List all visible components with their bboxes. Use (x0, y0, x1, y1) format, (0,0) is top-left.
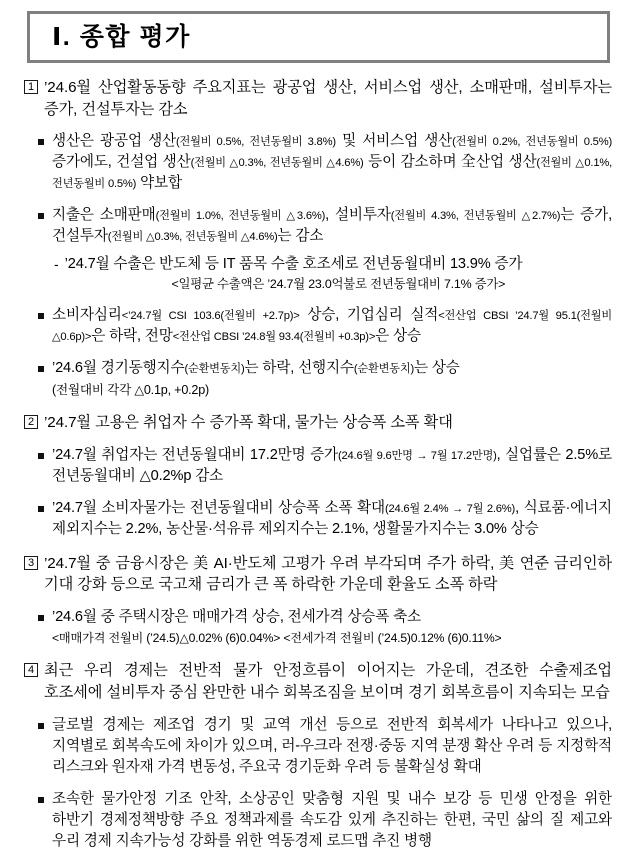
text-tail: 은 상승 (375, 328, 421, 345)
square-bullet-icon (38, 506, 44, 512)
text-mid-3: 등이 감소하며 全산업 생산 (363, 154, 537, 171)
angle-note-3: <전산업 CBSI ’24.8월 93.4(전월비 +0.3p)> (172, 331, 376, 344)
section-number-3: 3 (24, 556, 38, 570)
section-2 (24, 412, 612, 434)
paren-note-3: (전월비 △0.3%, 전년동월비 △4.6%) (107, 231, 278, 244)
page-title: Ⅰ. 종합 평가 (52, 22, 191, 51)
section-2-bullet-2-text (52, 498, 612, 540)
paren-note-1: (24.6월 2.4% → 7월 2.6%) (384, 502, 516, 515)
section-1-bullet-2 (24, 205, 612, 247)
document-page (0, 11, 632, 849)
text-lead: 지출은 소매판매 (52, 207, 156, 224)
section-1-bullet-4 (24, 358, 612, 399)
section-3-bullet-1 (24, 607, 612, 648)
text-lead: ’24.6월 경기동행지수 (52, 360, 185, 377)
section-3 (24, 553, 612, 596)
text-tail: 약보합 (136, 175, 182, 192)
paren-note-2: (전월비 4.3%, 전년동월비 △2.7%) (390, 210, 561, 223)
section-4-bullet-1 (24, 715, 612, 778)
text-tail: 는 감소 (277, 228, 324, 245)
paren-note-1: (전월비 0.5%, 전년동월비 3.8%) (176, 136, 336, 149)
text-mid-2: 증가에도, 건설업 생산 (52, 154, 191, 171)
section-4 (24, 660, 612, 703)
section-1-heading: ’24.6월 산업활동동향 주요지표는 광공업 생산, 서비스업 생산, 소매판매, 설비투자는 증가, 건설투자는 감소 (44, 79, 612, 118)
text-mid-1: , 설비투자 (325, 207, 391, 224)
section-1-bullet-1-text (52, 131, 612, 194)
subbullet-main: ’24.7월 수출은 반도체 등 IT 품목 수출 호조세로 전년동월대비 13.9% 증가 (64, 256, 523, 273)
subbullet-note: <일평균 수출액은 ’24.7월 23.0억불로 전년동월대비 7.1% 증가> (171, 277, 506, 292)
square-bullet-icon (38, 453, 44, 459)
section-1-subbullet-export (24, 254, 612, 294)
square-bullet-icon (38, 213, 44, 219)
section-4-bullet-2-text: 조속한 물가안정 기조 안착, 소상공인 맞춤형 지원 및 내수 보강 등 민생 안정을 위한 하반기 경제정책방향 주요 정책과제를 속도감 있게 추진하는 한편, 국민 삶의 질 제고와 우리 경제 지속가능성 강화를 위한 역동경제 로드맵 추진 병행 (52, 790, 612, 849)
text-mid-1: 는 하락, 선행지수 (244, 360, 354, 377)
paren-note-1: (24.6월 9.6만명 → 7월 17.2만명) (337, 449, 497, 462)
text-mid-2: 은 하락, 전망 (91, 328, 173, 345)
paren-note-2: (전월비 0.2%, 전년동월비 0.5%) (452, 136, 612, 149)
paren-note-4: (전월비 △0.1%, 전년동월비 0.5%) (52, 157, 612, 191)
angle-note-1: <’24.7월 CSI 103.6(전월비 +2.7p)> (121, 310, 300, 323)
section-2-bullet-1-text (52, 445, 612, 487)
square-bullet-icon (38, 313, 44, 319)
section-number-4: 4 (24, 663, 38, 677)
square-bullet-icon (38, 723, 44, 729)
section-4-heading: 최근 우리 경제는 전반적 물가 안정흐름이 이어지는 가운데, 견조한 수출제조업 호조세에 설비투자 중심 완만한 내수 회복조짐을 보이며 경기 회복흐름이 지속되는 모습 (44, 662, 612, 702)
section-number-2: 2 (24, 415, 38, 429)
section-1-bullet-2-text (52, 205, 612, 247)
section-1-bullet-4-subnote: (전월대비 각각 △0.1p, +0.2p) (52, 383, 210, 398)
document-body (0, 63, 632, 852)
text-mid-1: 상승, 기업심리 실적 (299, 307, 439, 324)
section-3-heading: ’24.7월 중 금융시장은 美 AI·반도체 고평가 우려 부각되며 주가 하락, 美 연준 금리인하 기대 강화 등으로 국고채 금리가 큰 폭 하락한 가운데 환율도 소폭 하락 (44, 554, 612, 594)
square-bullet-icon (38, 139, 44, 145)
paren-note-2: (순환변동치) (353, 363, 414, 376)
section-2-bullet-1 (24, 445, 612, 487)
section-3-bullet-1-note: <매매가격 전월비 (’24.5)△0.02% (6)0.04%> <전세가격 전월비 (’24.5)0.12% (6)0.11%> (52, 630, 502, 645)
text-mid-1: 및 서비스업 생산 (335, 133, 453, 150)
text-tail: , 실업률은 2.5%로 전년동월대비 △0.2%p 감소 (52, 446, 612, 484)
text-tail: , 식료품·에너지 제외지수는 2.2%, 농산물·석유류 제외지수는 2.1%, 생활물가지수는 3.0% 상승 (52, 499, 612, 537)
section-1-bullet-3-text (52, 305, 612, 347)
paren-note-3: (전월비 △0.3%, 전년동월비 △4.6%) (190, 157, 364, 170)
text-lead: 소비자심리 (52, 307, 122, 324)
text-tail: 는 상승 (413, 360, 460, 377)
square-bullet-icon (38, 366, 44, 372)
section-2-heading: ’24.7월 고용은 취업자 수 증가폭 확대, 물가는 상승폭 소폭 확대 (44, 414, 453, 432)
section-1 (24, 77, 612, 120)
dash-bullet-icon: - (54, 256, 59, 273)
text-lead: ’24.7월 소비자물가는 전년동월대비 상승폭 소폭 확대 (52, 499, 385, 516)
section-number-1: 1 (24, 80, 38, 94)
angle-note-2: <전산업 CBSI ’24.7월 95.1(전월비 △0.6p)> (52, 310, 612, 344)
square-bullet-icon (38, 797, 44, 803)
section-1-bullet-1 (24, 131, 612, 194)
paren-note-1: (순환변동치) (184, 363, 245, 376)
text-lead: ’24.6월 중 주택시장은 매매가격 상승, 전세가격 상승폭 축소 (52, 608, 421, 625)
section-4-bullet-1-text: 글로벌 경제는 제조업 경기 및 교역 개선 등으로 전반적 회복세가 나타나고 있으나, 지역별로 회복속도에 차이가 있으며, 러-우크라 전쟁·중동 지역 분쟁 확산 우려 등 지정학적 리스크와 원자재 가격 변동성, 주요국 경기둔화 우려 등 불확실성 확대 (52, 716, 612, 775)
section-3-bullet-1-text (52, 607, 612, 648)
text-lead: ’24.7월 취업자는 전년동월대비 17.2만명 증가 (52, 446, 338, 463)
paren-note-1: (전월비 1.0%, 전년동월비 △3.6%) (155, 210, 326, 223)
section-title-box (27, 11, 610, 63)
section-1-bullet-4-text (52, 358, 612, 399)
text-mid-2: 는 증가, 건설투자 (52, 207, 612, 245)
text-lead: 생산은 광공업 생산 (52, 133, 176, 150)
section-1-bullet-3 (24, 305, 612, 347)
square-bullet-icon (38, 615, 44, 621)
section-4-bullet-2 (24, 789, 612, 852)
section-2-bullet-2 (24, 498, 612, 540)
section-1-subbullet-export-text (65, 254, 612, 294)
